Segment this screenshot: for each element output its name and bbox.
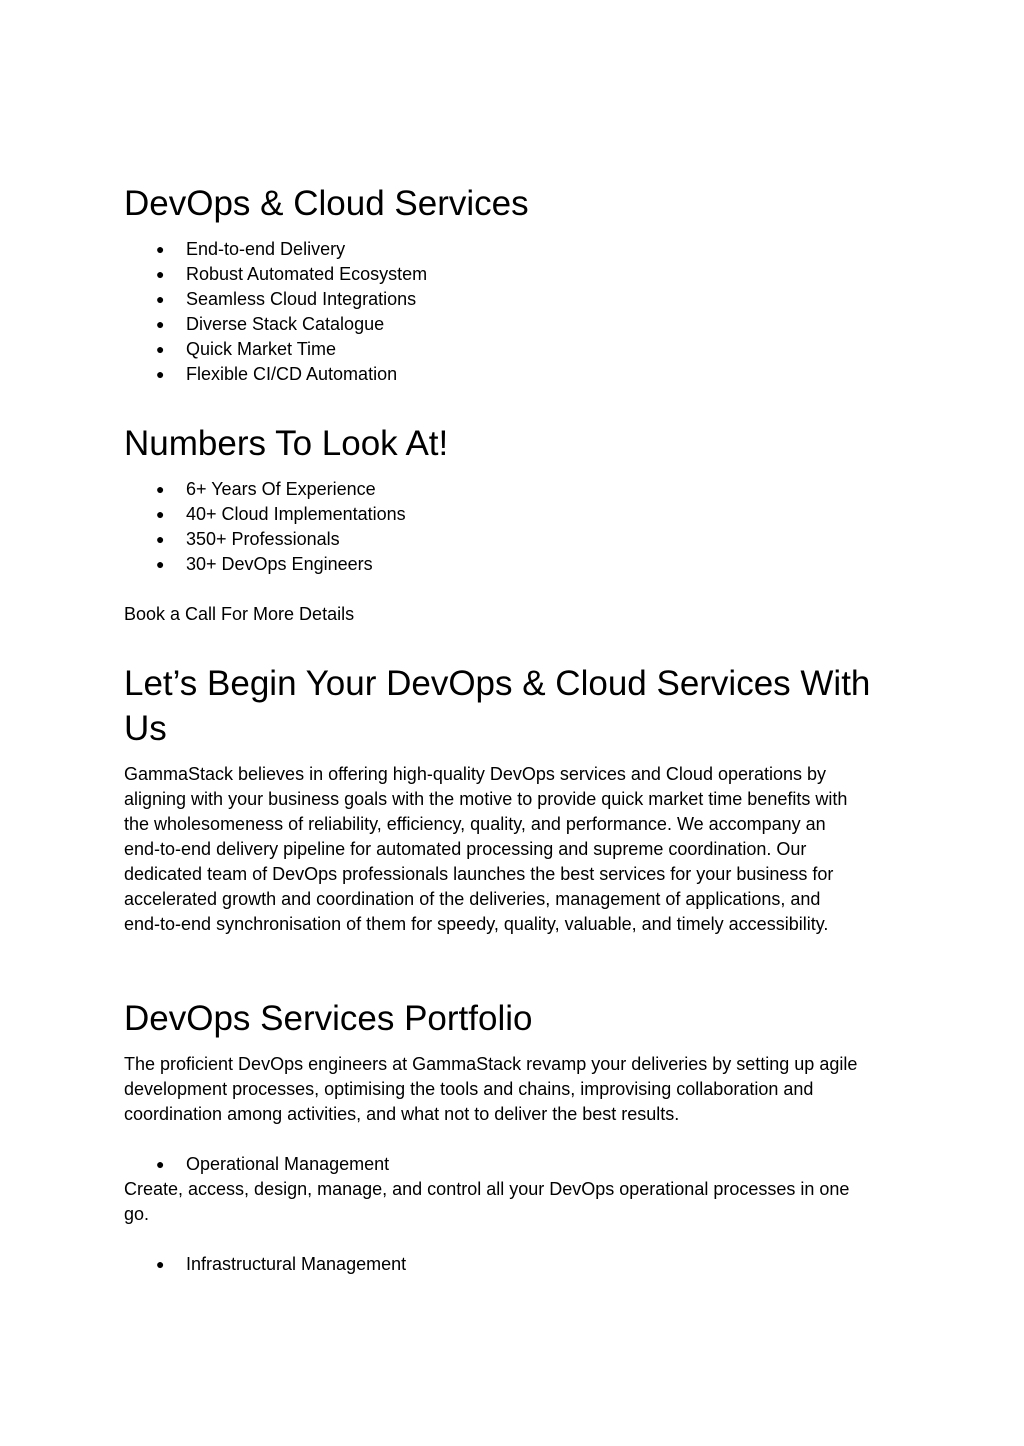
operational-description xyxy=(124,1177,849,1227)
bullet-icon: ● xyxy=(156,341,165,357)
numbers-list xyxy=(124,477,406,577)
paragraph-line: go. xyxy=(124,1204,150,1224)
paragraph-line: coordination among activities, and what not to deliver the best results. xyxy=(124,1104,680,1124)
bullet-icon: ● xyxy=(156,316,165,332)
list-item: ● 350+ Professionals xyxy=(124,527,406,552)
list-item: ● Flexible CI/CD Automation xyxy=(124,362,427,387)
list-item: ● Operational Management xyxy=(124,1152,389,1177)
section-heading-portfolio: DevOps Services Portfolio xyxy=(124,999,533,1038)
paragraph-line: aligning with your business goals with the motive to provide quick market time benefits with xyxy=(124,789,848,809)
portfolio-intro-paragraph xyxy=(124,1052,857,1127)
paragraph-line: The proficient DevOps engineers at GammaStack revamp your deliveries by setting up agile xyxy=(124,1054,858,1074)
section-heading-numbers: Numbers To Look At! xyxy=(124,424,449,463)
bullet-icon: ● xyxy=(156,266,165,282)
list-item: ● 40+ Cloud Implementations xyxy=(124,502,406,527)
bullet-icon: ● xyxy=(156,241,165,257)
paragraph-line: the wholesomeness of reliability, efficiency, quality, and performance. We accompany an xyxy=(124,814,826,834)
portfolio-list-infrastructural xyxy=(124,1252,406,1277)
bullet-icon: ● xyxy=(156,1256,165,1272)
section-heading-begin-line2: Us xyxy=(124,709,167,748)
bullet-icon: ● xyxy=(156,481,165,497)
list-item: ● End-to-end Delivery xyxy=(124,237,427,262)
bullet-icon: ● xyxy=(156,556,165,572)
bullet-icon: ● xyxy=(156,531,165,547)
book-call-text: Book a Call For More Details xyxy=(124,604,355,624)
list-item: ● 6+ Years Of Experience xyxy=(124,477,406,502)
bullet-icon: ● xyxy=(156,1156,165,1172)
paragraph-line: GammaStack believes in offering high-quality DevOps services and Cloud operations by xyxy=(124,764,827,784)
paragraph-line: end-to-end synchronisation of them for speedy, quality, valuable, and timely accessibility. xyxy=(124,914,829,934)
paragraph-line: end-to-end delivery pipeline for automated processing and supreme coordination. Our xyxy=(124,839,807,859)
list-item: ● Infrastructural Management xyxy=(124,1252,406,1277)
services-list xyxy=(124,237,427,387)
list-item: ● Seamless Cloud Integrations xyxy=(124,287,427,312)
list-item: ● Quick Market Time xyxy=(124,337,427,362)
bullet-icon: ● xyxy=(156,291,165,307)
paragraph-line: Create, access, design, manage, and control all your DevOps operational processes in one xyxy=(124,1179,850,1199)
paragraph-line: accelerated growth and coordination of the deliveries, management of applications, and xyxy=(124,889,821,909)
list-item: ● Robust Automated Ecosystem xyxy=(124,262,427,287)
paragraph-line: development processes, optimising the tools and chains, improvising collaboration and xyxy=(124,1079,814,1099)
portfolio-list-operational xyxy=(124,1152,389,1177)
about-paragraph xyxy=(124,762,847,937)
bullet-icon: ● xyxy=(156,506,165,522)
list-item: ● 30+ DevOps Engineers xyxy=(124,552,406,577)
section-heading-devops-cloud-services: DevOps & Cloud Services xyxy=(124,184,529,223)
list-item: ● Diverse Stack Catalogue xyxy=(124,312,427,337)
paragraph-line: dedicated team of DevOps professionals launches the best services for your business for xyxy=(124,864,834,884)
bullet-icon: ● xyxy=(156,366,165,382)
section-heading-begin-line1: Let’s Begin Your DevOps & Cloud Services With xyxy=(124,664,871,703)
